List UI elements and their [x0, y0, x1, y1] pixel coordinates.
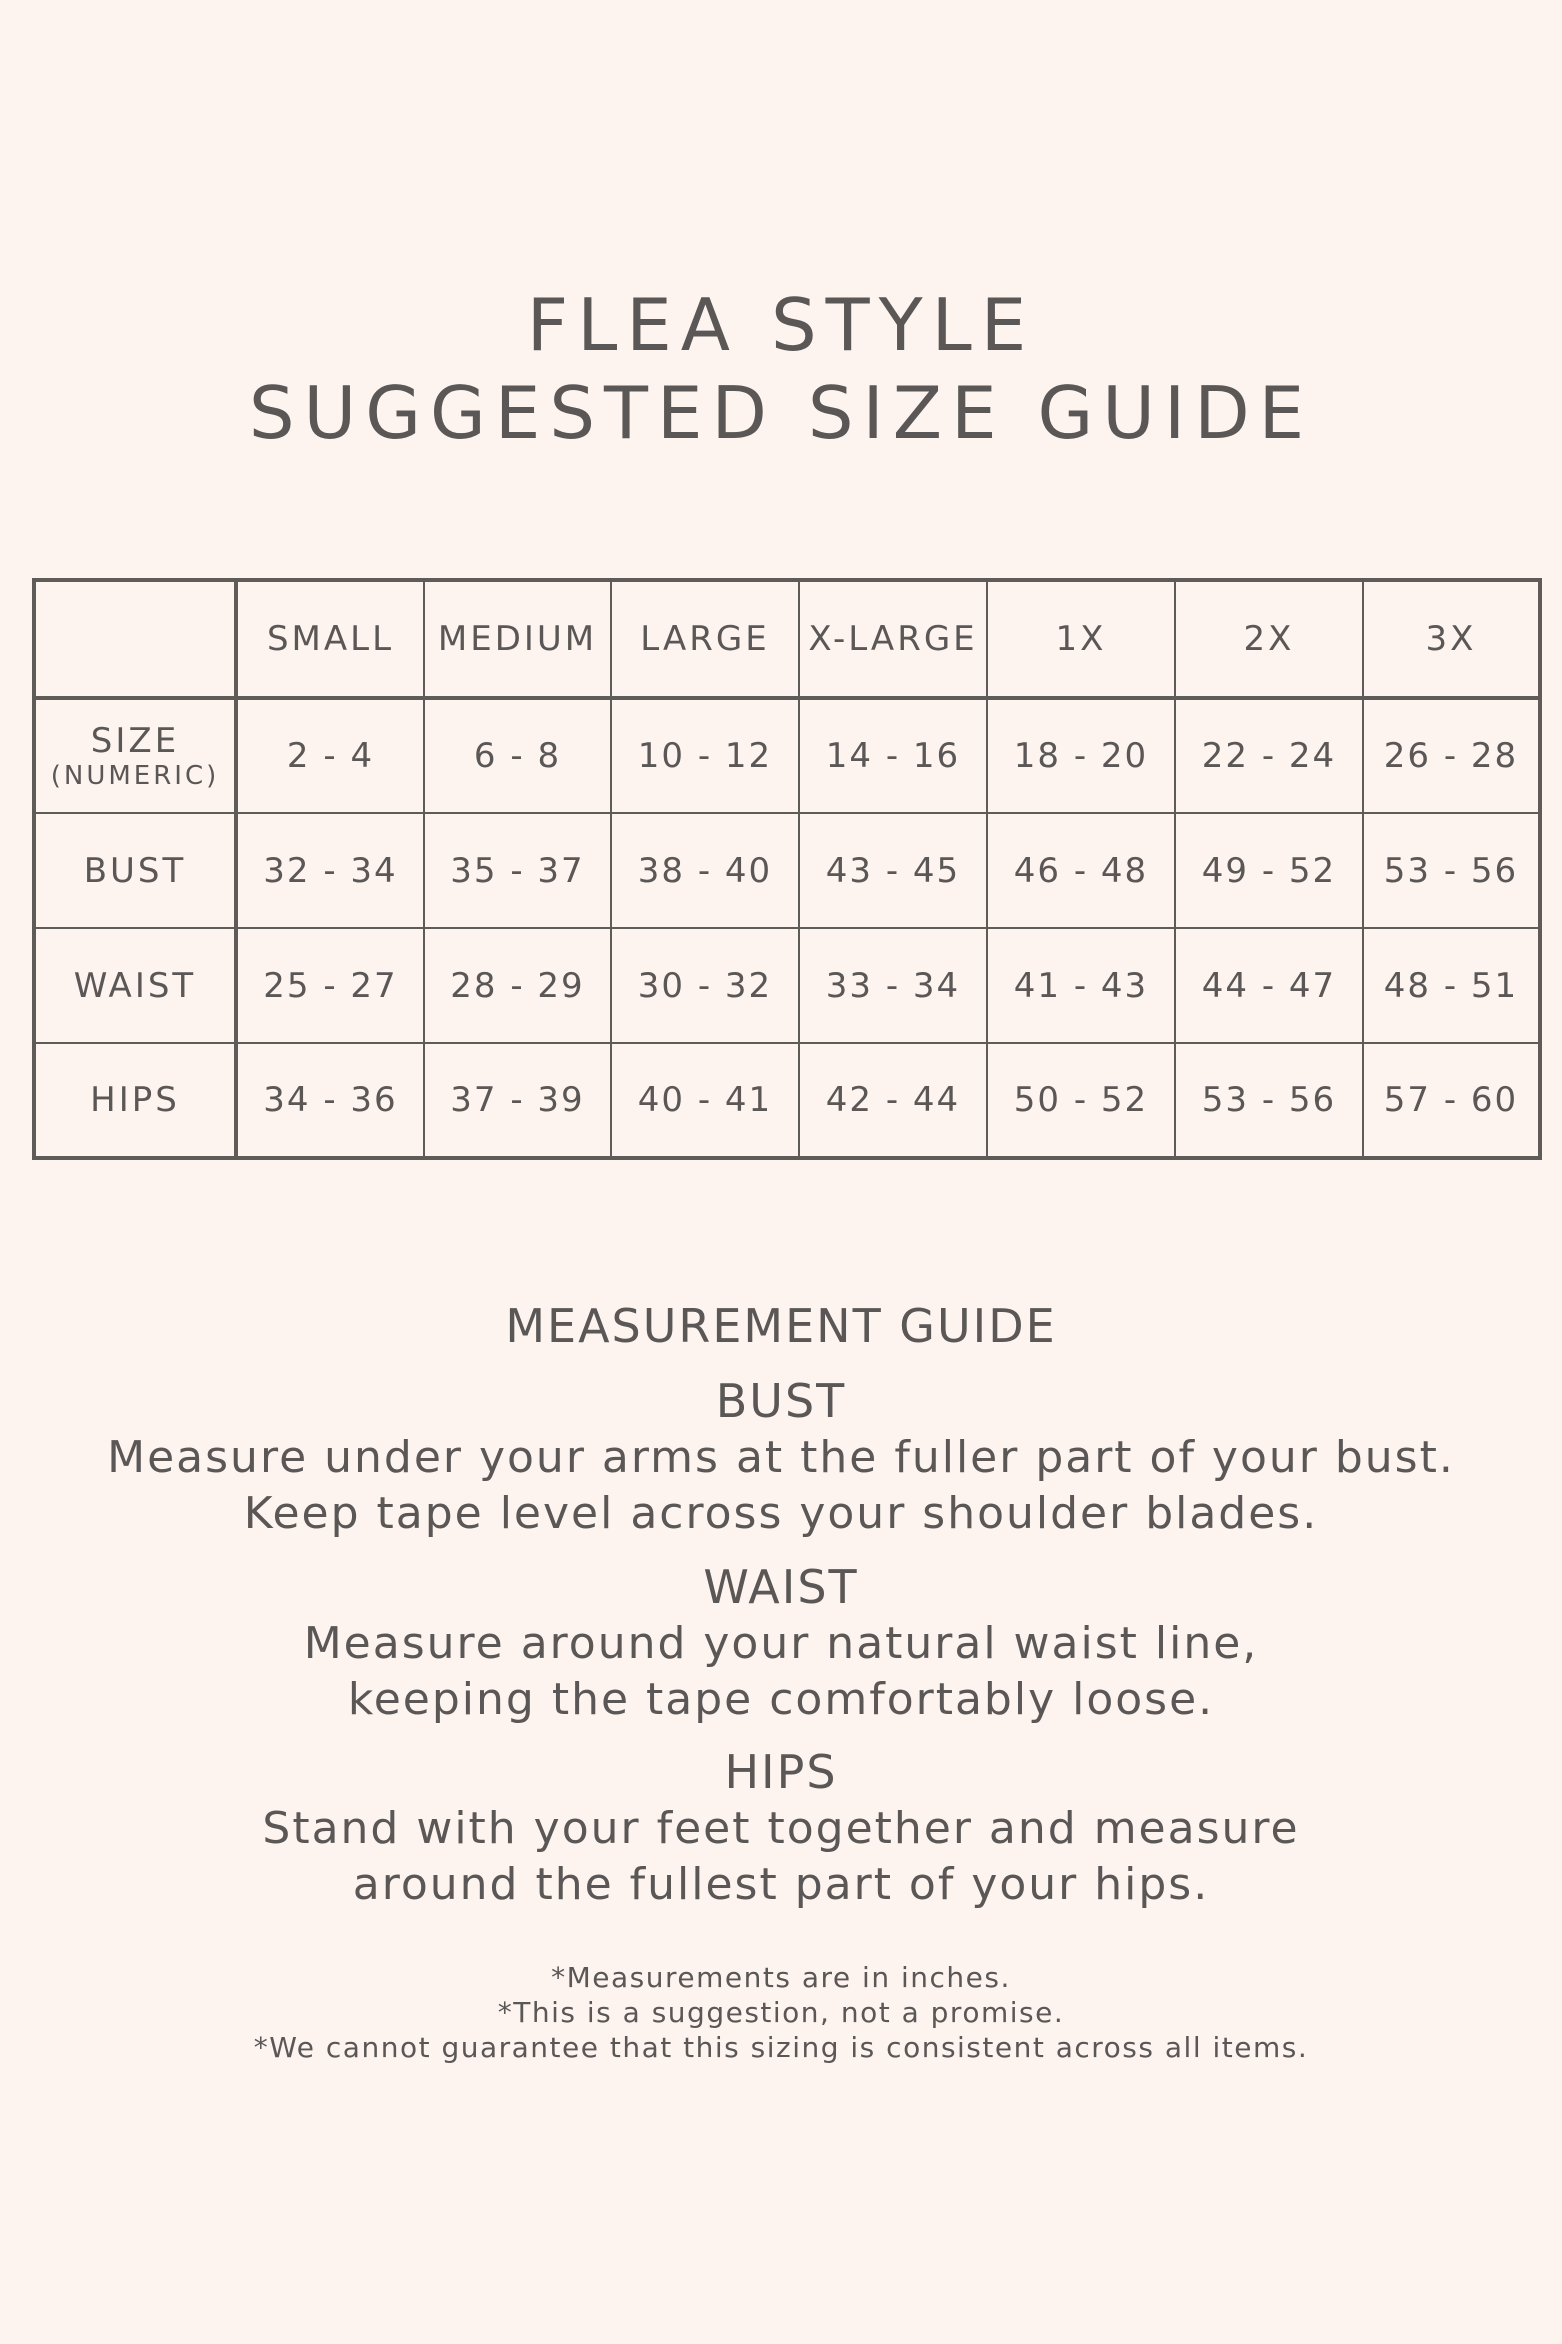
table-cell: 33 - 34 — [799, 928, 987, 1043]
table-cell: 32 - 34 — [236, 813, 424, 928]
size-table — [32, 578, 1542, 1160]
footnote: *Measurements are in inches. — [551, 1961, 1011, 1994]
row-label-size — [34, 698, 236, 813]
section-line: around the fullest part of your hips. — [352, 1859, 1210, 1910]
table-cell: 41 - 43 — [987, 928, 1175, 1043]
section-heading: HIPS — [724, 1745, 838, 1799]
measurement-guide-title: MEASUREMENT GUIDE — [505, 1299, 1057, 1353]
table-cell: 44 - 47 — [1175, 928, 1363, 1043]
section-line: Measure around your natural waist line, — [303, 1618, 1259, 1669]
table-cell: 6 - 8 — [424, 698, 611, 813]
table-cell: 10 - 12 — [611, 698, 799, 813]
table-header-row — [34, 580, 1540, 698]
table-cell: 57 - 60 — [1363, 1043, 1540, 1158]
section-line: Keep tape level across your shoulder blades. — [243, 1488, 1319, 1539]
table-cell: 50 - 52 — [987, 1043, 1175, 1158]
row-sublabel-text: (NUMERIC) — [50, 761, 220, 791]
table-cell: 43 - 45 — [799, 813, 987, 928]
table-cell: 49 - 52 — [1175, 813, 1363, 928]
table-cell: 34 - 36 — [236, 1043, 424, 1158]
row-label-text: WAIST — [73, 965, 197, 1006]
table-cell: 38 - 40 — [611, 813, 799, 928]
table-cell: 18 - 20 — [987, 698, 1175, 813]
row-label-text: SIZE — [90, 721, 180, 761]
page-title-line-1: FLEA STYLE — [526, 283, 1036, 367]
page-title-line-2: SUGGESTED SIZE GUIDE — [248, 371, 1314, 455]
table-row — [34, 698, 1540, 813]
footnote: *We cannot guarantee that this sizing is consistent across all items. — [253, 2031, 1309, 2064]
table-cell: 46 - 48 — [987, 813, 1175, 928]
column-header: X-LARGE — [799, 580, 987, 698]
section-line: Measure under your arms at the fuller part of your bust. — [107, 1432, 1455, 1483]
footnote: *This is a suggestion, not a promise. — [497, 1996, 1065, 2029]
table-cell: 2 - 4 — [236, 698, 424, 813]
column-header: 2X — [1175, 580, 1363, 698]
column-header: MEDIUM — [424, 580, 611, 698]
row-label-hips — [34, 1043, 236, 1158]
section-line: Stand with your feet together and measure — [262, 1803, 1300, 1854]
guide-section-bust — [0, 1372, 1562, 1542]
column-header: 3X — [1363, 580, 1540, 698]
column-header: SMALL — [236, 580, 424, 698]
row-label-bust — [34, 813, 236, 928]
section-line: keeping the tape comfortably loose. — [347, 1674, 1215, 1725]
table-cell: 28 - 29 — [424, 928, 611, 1043]
table-cell: 37 - 39 — [424, 1043, 611, 1158]
footnotes — [0, 1960, 1562, 2065]
table-cell: 14 - 16 — [799, 698, 987, 813]
row-label-text: BUST — [83, 850, 187, 891]
table-cell: 35 - 37 — [424, 813, 611, 928]
section-heading: WAIST — [703, 1560, 859, 1614]
row-label-text: HIPS — [90, 1080, 180, 1120]
row-label-waist — [34, 928, 236, 1043]
guide-section-hips — [0, 1743, 1562, 1913]
table-row — [34, 1043, 1540, 1158]
section-heading: BUST — [715, 1374, 847, 1428]
table-cell: 26 - 28 — [1363, 698, 1540, 813]
guide-section-waist — [0, 1558, 1562, 1728]
table-cell: 22 - 24 — [1175, 698, 1363, 813]
table-cell: 42 - 44 — [799, 1043, 987, 1158]
table-cell: 40 - 41 — [611, 1043, 799, 1158]
table-cell: 48 - 51 — [1363, 928, 1540, 1043]
table-cell: 53 - 56 — [1363, 813, 1540, 928]
table-corner-cell — [34, 580, 236, 698]
table-row — [34, 928, 1540, 1043]
column-header: 1X — [987, 580, 1175, 698]
table-row — [34, 813, 1540, 928]
table-cell: 30 - 32 — [611, 928, 799, 1043]
column-header: LARGE — [611, 580, 799, 698]
table-cell: 53 - 56 — [1175, 1043, 1363, 1158]
table-cell: 25 - 27 — [236, 928, 424, 1043]
